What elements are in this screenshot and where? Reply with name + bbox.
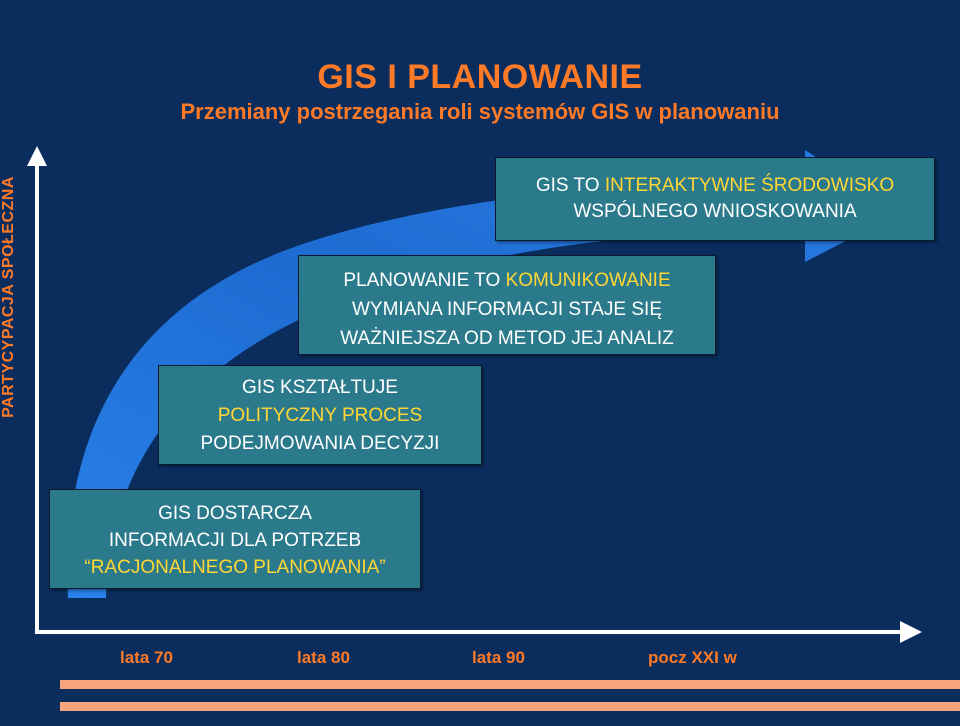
stage-box-rational-highlight: “RACJONALNEGO PLANOWANIA” [84,557,386,578]
x-label-21st: pocz XXI w [648,648,737,667]
stage-box-communication-plain: PLANOWANIE TO [343,270,506,291]
stage-box-communication-highlight: KOMUNIKOWANIE [505,270,671,291]
stage-box-political-highlight: POLITYCZNY PROCES [217,405,423,426]
decor-stripe-bottom [60,702,960,711]
stage-box-interactive-plain: GIS TO [535,175,605,196]
stage-box-political-line1: GIS KSZTAŁTUJE [242,377,398,398]
stage-box-political [158,365,482,465]
stage-box-rational-line1: GIS DOSTARCZA [158,503,312,524]
page-title: GIS I PLANOWANIE [317,58,643,96]
stage-box-interactive [495,157,935,241]
stage-box-political-line3: PODEJMOWANIA DECYZJI [200,433,440,454]
stage-box-interactive-line1 [496,173,934,199]
y-axis-label: PARTYCYPACJA SPOŁECZNA [0,176,17,418]
stage-box-communication [298,255,716,355]
stage-box-interactive-line2: WSPÓLNEGO WNIOSKOWANIA [573,201,857,222]
stage-box-rational-line2: INFORMACJI DLA POTRZEB [108,530,362,551]
page-subtitle: Przemiany postrzegania roli systemów GIS w planowaniu [180,99,780,124]
x-label-70s: lata 70 [120,648,173,667]
stage-box-communication-line3: WAŻNIEJSZA OD METOD JEJ ANALIZ [340,328,674,349]
stage-box-communication-line2: WYMIANA INFORMACJI STAJE SIĘ [351,299,662,320]
stage-box-communication-line1 [299,266,715,295]
y-axis-arrowhead [27,146,47,166]
stage-box-rational [49,489,421,589]
stage-box-interactive-highlight: INTERAKTYWNE ŚRODOWISKO [604,175,895,196]
decor-stripe-top [60,680,960,689]
x-label-90s: lata 90 [472,648,525,667]
x-label-80s: lata 80 [297,648,350,667]
x-axis-arrowhead [900,621,922,643]
